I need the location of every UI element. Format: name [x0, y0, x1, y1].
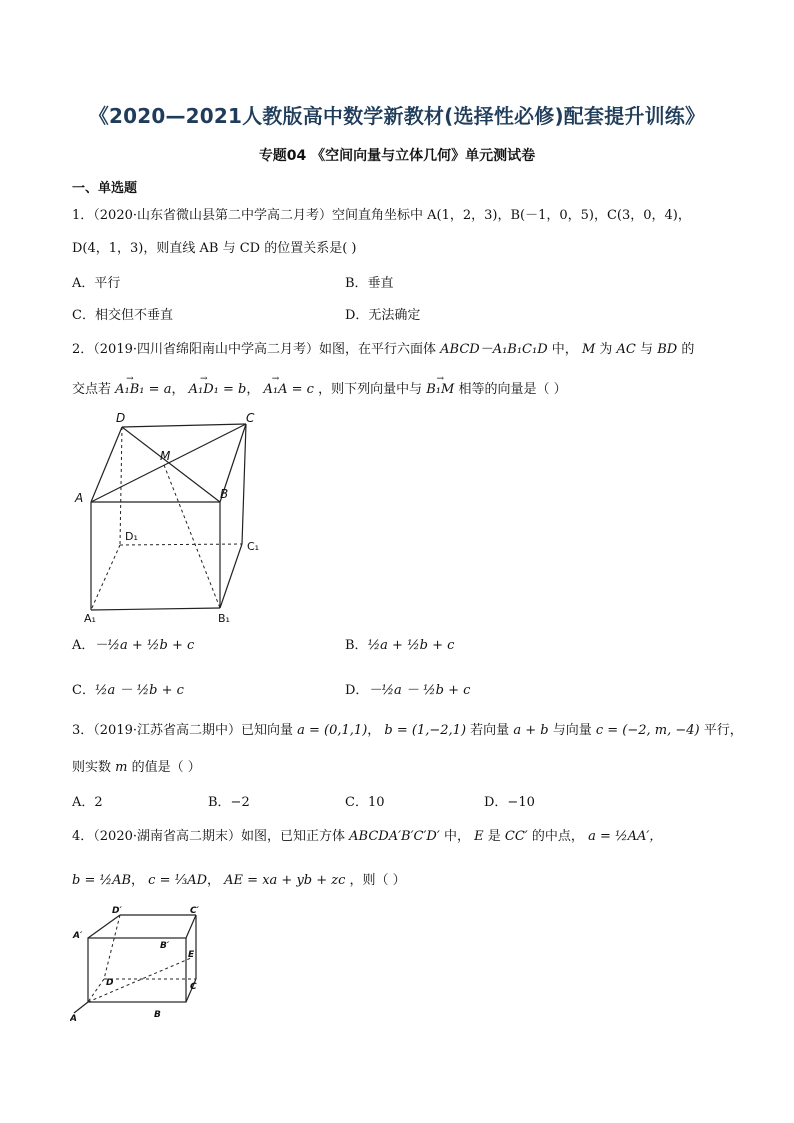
- q2-vector-a1a: → A₁A: [263, 381, 287, 399]
- q2-vector-a1b1: → A₁B₁: [115, 381, 144, 399]
- fig2-label-d: D: [106, 978, 114, 988]
- fig1-label-d1: D₁: [125, 530, 138, 543]
- q2-option-c: C．½a － ½b + c: [72, 683, 184, 698]
- q2-line1: [72, 341, 694, 359]
- q4-line2-post: ，则（ ）: [349, 873, 406, 888]
- q3-option-c: C．10: [345, 795, 385, 810]
- q3-var-m: m: [115, 760, 128, 775]
- q2-line2-pre: 交点若: [72, 382, 112, 397]
- fig1-label-a: A: [75, 491, 84, 505]
- q3-line2-pre: 则实数: [72, 760, 112, 775]
- q1-option-b: B．垂直: [345, 276, 394, 291]
- cube-figure: [70, 905, 210, 1025]
- q2-eq-b: = b: [222, 382, 247, 397]
- q4-line1-mid2: 是: [487, 829, 501, 844]
- q2-segment-bd: BD: [657, 342, 678, 357]
- fig1-label-d: D: [116, 411, 126, 425]
- q4-line1-pre: 4．（2020·湖南省高二期末）如图，已知正方体: [72, 829, 345, 844]
- main-title: 《2020—2021人教版高中数学新教材(选择性必修)配套提升训练》: [88, 104, 706, 128]
- fig1-label-b1: B₁: [218, 612, 230, 625]
- fig2-label-a-prime: A′: [73, 931, 83, 941]
- fig2-label-c: C: [190, 982, 197, 992]
- q4-line1-mid: 中，: [443, 829, 470, 844]
- q3-line2-post: 的值是（ ）: [131, 760, 201, 775]
- q4-line1: [72, 828, 662, 846]
- q2-line1-post3: 的: [681, 342, 695, 357]
- fig2-label-e: E: [188, 950, 195, 960]
- fig2-label-b-prime: B′: [160, 941, 170, 951]
- q1-line1: 1．（2020·山东省微山县第二中学高二月考）空间直角坐标中 A(1，2，3)，B(－1，0，5)，C(3，0，4)，: [72, 208, 691, 223]
- fig1-label-m: M: [160, 449, 171, 463]
- q3-line1: 3．（2019·江苏省高二期中）已知向量 a = (0,1,1)， b = (1,−2,1) 若向量 a + b 与向量 c = (−2, m, −4) 平行，: [72, 723, 743, 738]
- fig1-label-c: C: [246, 411, 255, 425]
- q4-def-b: b = ½AB: [72, 873, 132, 888]
- q2-eq-c: = c: [291, 382, 314, 397]
- q3-option-b: B．−2: [208, 795, 250, 810]
- q2-solid-name: ABCD－A₁B₁C₁D: [440, 342, 548, 357]
- q4-def-a: a = ½AA′，: [588, 829, 663, 844]
- q2-option-a: A．－½a + ½b + c: [72, 638, 195, 653]
- q4-segment-cc: CC′: [504, 829, 528, 844]
- q1-option-a: A．平行: [72, 276, 121, 291]
- q2-option-d-expr: －½a － ½b + c: [368, 683, 471, 698]
- q3-line1-mid2: 与向量: [552, 723, 592, 738]
- q3-line1-mid: 若向量: [470, 723, 510, 738]
- q3-line1-post: 平行，: [703, 723, 743, 738]
- q3-line1-pre: 3．（2019·江苏省高二期中）已知向量: [72, 723, 293, 738]
- q2-vector-a1d1: → A₁D₁: [189, 381, 219, 399]
- q1-option-d: D．无法确定: [345, 308, 421, 323]
- q2-segment-ac: AC: [616, 342, 636, 357]
- q4-def-c: c = ⅓AD: [148, 873, 208, 888]
- q2-vector-b1m: → B₁M: [426, 381, 454, 399]
- q3-vector-c: c = (−2, m, −4): [595, 723, 700, 738]
- q2-line2: 交点若 → A₁B₁ = a， → A₁D₁ = b， → A₁A = c ，则下列向量中与 → B₁M 相等的向量是（ ）: [72, 381, 567, 399]
- q4-line1-post: 的中点，: [531, 829, 584, 844]
- q3-option-d: D．−10: [484, 795, 535, 810]
- q2-option-a-expr: －½a + ½b + c: [94, 638, 195, 653]
- q2-line1-mid: 中，: [551, 342, 578, 357]
- q2-line1-post2: 与: [640, 342, 654, 357]
- q2-line2-mid: ，则下列向量中与: [318, 382, 423, 397]
- parallelepiped-figure: [70, 410, 280, 630]
- fig2-label-b: B: [154, 1010, 161, 1020]
- fig1-label-b: B: [220, 487, 229, 501]
- q4-line2: b = ½AB， c = ⅓AD， AE = xa + yb + zc ，则（ ）: [72, 873, 406, 888]
- q1-option-c: C．相交但不垂直: [72, 308, 173, 323]
- q2-option-b-expr: ½a + ½b + c: [367, 638, 455, 653]
- q4-point-e: E: [474, 829, 484, 844]
- sub-title: 专题04 《空间向量与立体几何》单元测试卷: [258, 148, 536, 164]
- q3-vector-sum: a + b: [513, 723, 549, 738]
- q2-line1-post1: 为: [599, 342, 613, 357]
- q3-vector-b: b = (1,−2,1): [384, 723, 467, 738]
- q3-option-a: A．2: [72, 795, 103, 810]
- section-heading: 一、单选题: [72, 181, 138, 196]
- q2-point-m: M: [581, 342, 596, 357]
- q4-def-ae: AE = xa + yb + zc: [224, 873, 346, 888]
- q3-line2: [72, 759, 201, 777]
- q2-option-d: D．－½a － ½b + c: [345, 683, 471, 698]
- fig2-label-a: A: [70, 1014, 77, 1024]
- fig1-label-c1: C₁: [247, 540, 260, 553]
- q2-eq-a: = a: [148, 382, 172, 397]
- q1-line2: D(4，1，3)，则直线 AB 与 CD 的位置关系是( ): [72, 241, 357, 256]
- q2-option-b: B．½a + ½b + c: [345, 638, 455, 653]
- q4-solid-name: ABCDA′B′C′D′: [349, 829, 440, 844]
- q3-vector-a: a = (0,1,1): [297, 723, 368, 738]
- fig2-label-c-prime: C′: [190, 906, 199, 916]
- fig2-label-d-prime: D′: [112, 906, 122, 916]
- q2-line1-pre: 2．（2019·四川省绵阳南山中学高二月考）如图，在平行六面体: [72, 342, 436, 357]
- q2-option-c-expr: ½a － ½b + c: [94, 683, 184, 698]
- q2-line2-post: 相等的向量是（ ）: [458, 382, 567, 397]
- fig1-label-a1: A₁: [84, 612, 96, 625]
